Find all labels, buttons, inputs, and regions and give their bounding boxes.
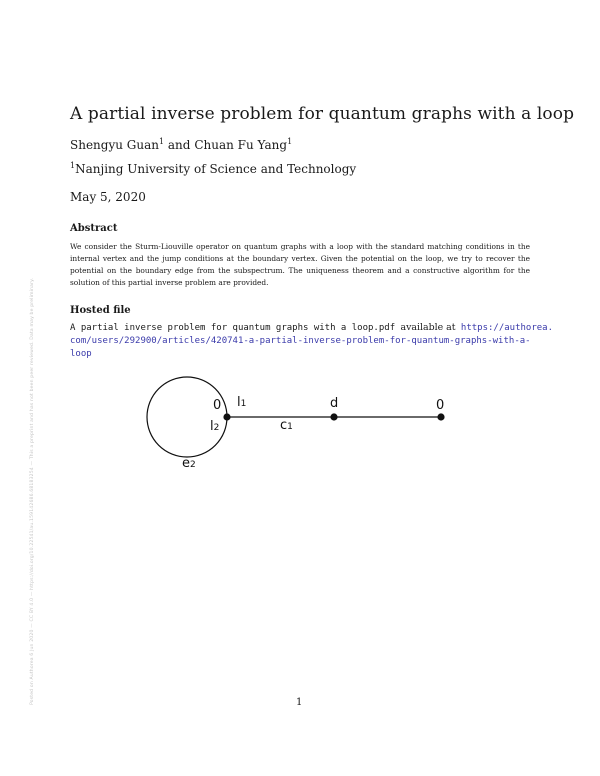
affiliation-mark: 1 xyxy=(70,161,76,170)
hosted-file-line xyxy=(70,335,540,347)
side-watermark: Posted on Authorea 6 Jun 2020 — CC BY 4.0 — https://doi.org/10.22541/au.159142686.68183254 — This a preprint and has not been peer reviewed. Data may be preliminary. xyxy=(30,278,35,705)
affiliation xyxy=(70,162,356,176)
internal-vertex xyxy=(223,413,230,420)
vertex-label: 0 xyxy=(213,398,222,413)
page-number: 1 xyxy=(296,697,303,708)
hosted-file-link[interactable]: com/users/292900/articles/420741-a-partial-inverse-problem-for-quantum-graphs-with-a- xyxy=(70,336,531,346)
boundary-vertex xyxy=(437,413,444,420)
loop-edge xyxy=(147,377,227,457)
author-line xyxy=(70,138,292,152)
abstract-body: We consider the Sturm-Liouville operator on quantum graphs with a loop with the standard matching conditions in the internal vertex and the jump conditions at the boundary vertex. Given the potential on the loop, we try to recover the potential on the boundary edge from the subspectrum. The uniqueness theorem and a constructive algorithm for the solution of this partial inverse problem are provided. xyxy=(70,242,530,287)
available-at-text: available at xyxy=(400,322,456,333)
hosted-file-line xyxy=(70,322,554,334)
hosted-file-heading: Hosted file xyxy=(70,305,131,316)
paper-title: A partial inverse problem for quantum graphs with a loop xyxy=(70,104,575,124)
hosted-file-name[interactable]: A partial inverse problem for quantum graphs with a loop.pdf xyxy=(70,323,396,333)
hosted-file-line xyxy=(70,348,540,360)
vertex-label: 0 xyxy=(436,398,445,413)
middle-vertex xyxy=(330,413,337,420)
affiliation-mark: 1 xyxy=(158,137,165,146)
loop-label: e2 xyxy=(182,456,196,471)
abstract-heading: Abstract xyxy=(70,223,118,234)
edge-label: c1 xyxy=(280,418,293,433)
hosted-file-link[interactable]: https://authorea. xyxy=(460,323,554,333)
edge-label: l1 xyxy=(237,395,247,410)
author-name: Chuan Fu Yang xyxy=(194,138,288,152)
hosted-file-link[interactable]: loop xyxy=(70,349,92,359)
loop-label: l2 xyxy=(210,419,220,434)
vertex-label: d xyxy=(330,396,339,411)
paper-date: May 5, 2020 xyxy=(70,190,146,204)
author-separator: and xyxy=(167,138,191,152)
author-name: Shengyu Guan xyxy=(70,138,159,152)
affiliation-text: Nanjing University of Science and Technology xyxy=(75,162,357,176)
quantum-graph-figure xyxy=(140,372,460,482)
affiliation-mark: 1 xyxy=(287,137,293,146)
